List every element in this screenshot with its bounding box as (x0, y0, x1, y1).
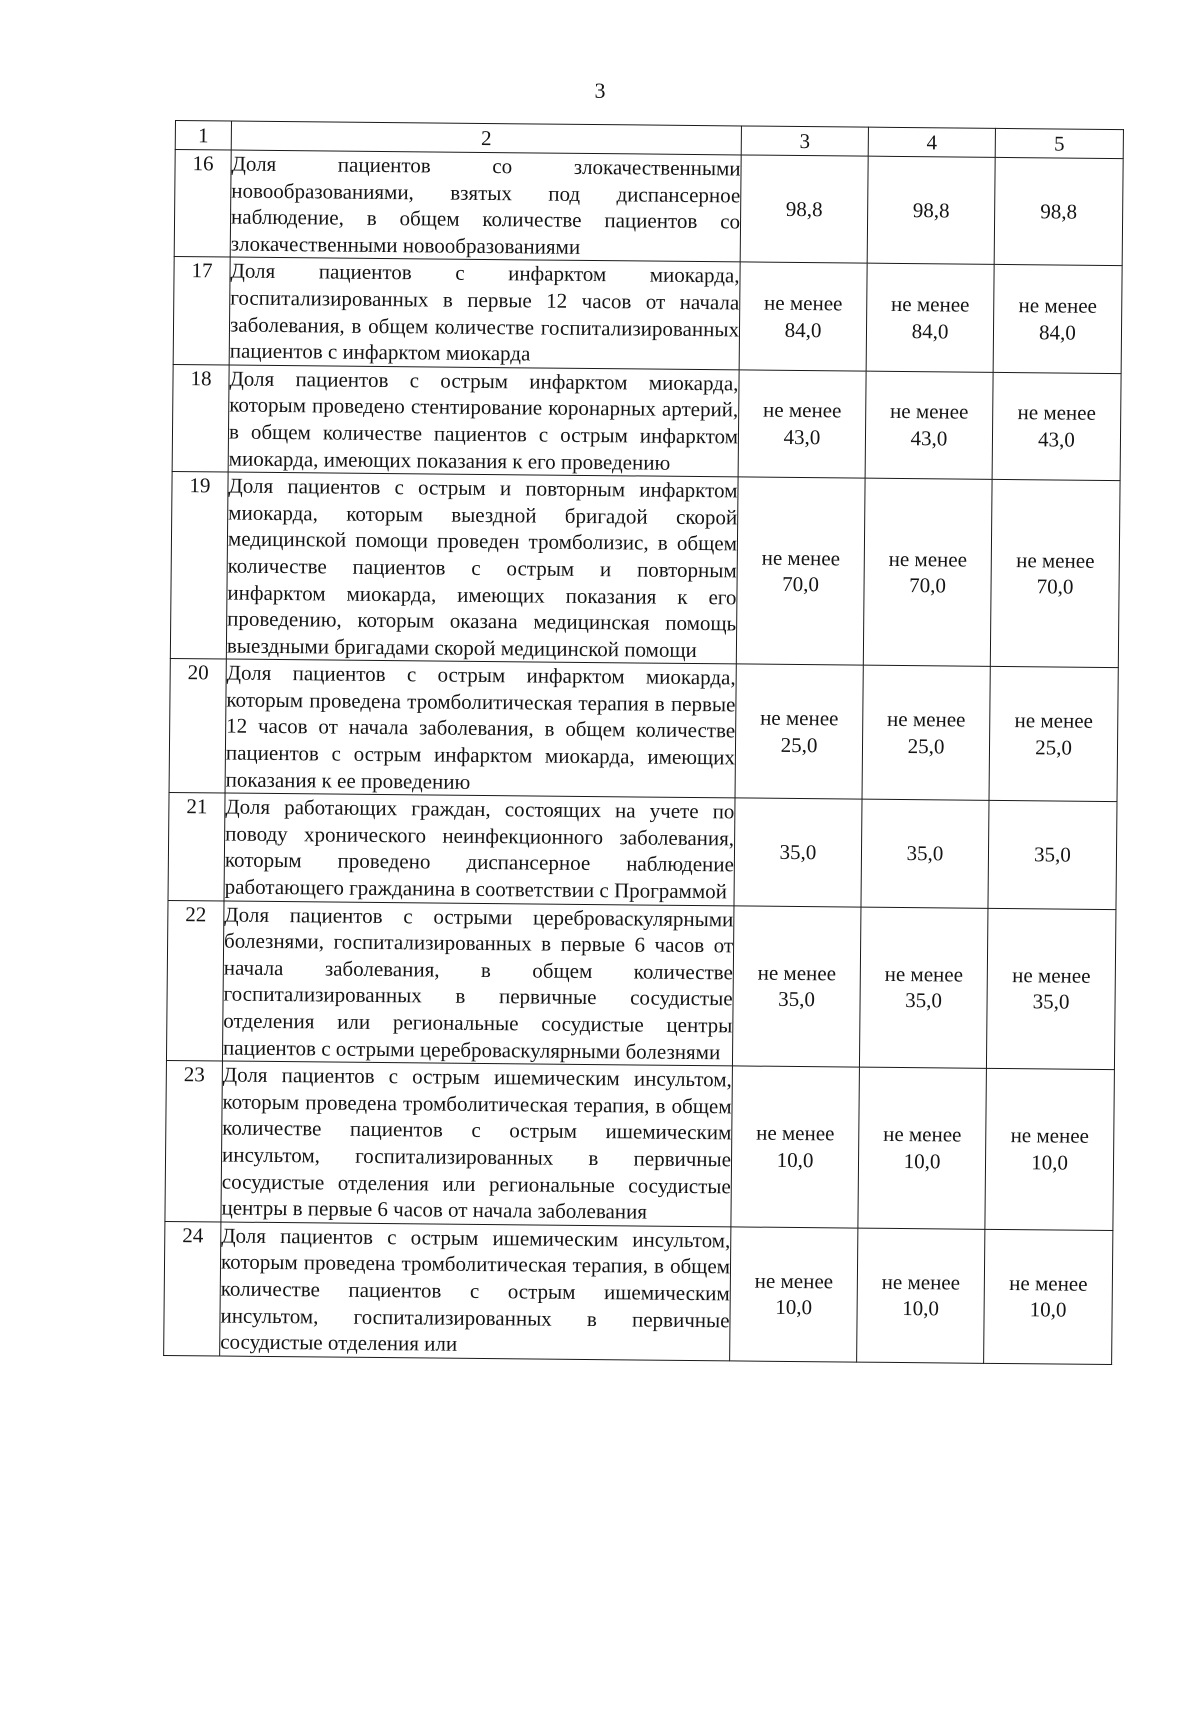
value-cell-c3 (731, 1066, 860, 1228)
value-cell-c4 (866, 264, 994, 373)
value-cell-c4 (861, 799, 989, 908)
row-number-cell: 19 (170, 472, 228, 660)
value-text: 43,0 (1037, 427, 1075, 452)
value-cell-c3 (740, 155, 868, 264)
value-cell-c3 (739, 262, 867, 371)
value-text: не менее (764, 290, 843, 316)
value-text: не менее (1017, 400, 1096, 426)
value-cell-c3 (738, 370, 866, 479)
value-text: 98,8 (912, 197, 950, 223)
value-text: 10,0 (776, 1147, 814, 1173)
row-number-cell: 16 (174, 150, 231, 258)
table-row (166, 900, 1115, 1070)
value-text: 84,0 (784, 317, 822, 342)
value-text: не менее (890, 291, 970, 317)
value-cell-c3 (736, 477, 865, 665)
value-cell-c5 (990, 479, 1120, 667)
table-row (170, 472, 1120, 668)
indicators-table (163, 120, 1124, 1365)
value-cell-c4 (859, 907, 988, 1069)
value-cell-c4 (867, 156, 995, 265)
value-cell-c5 (988, 801, 1117, 910)
value-cell-c3 (734, 798, 862, 907)
value-text: не менее (1016, 547, 1095, 573)
indicator-description-cell: Доля работающих граждан, состоящих на учете по поводу хронического неинфекционного заболевания, которым проведено диспансерное наблюдение работающего гражданина в соответствии с Программой (224, 793, 735, 905)
table-row (165, 1061, 1114, 1231)
table-row (169, 659, 1118, 802)
value-text: 10,0 (1029, 1297, 1067, 1322)
value-text: 10,0 (1031, 1150, 1069, 1175)
value-text: 70,0 (782, 572, 820, 597)
value-text: 10,0 (903, 1149, 941, 1174)
indicator-description-cell: Доля пациентов с острым ишемическим инсультом, которым проведена тромболитическая терапия, в общем количестве пациентов с острым ишемическим инсультом, госпитализированных в первичные сосудистые отделения или (220, 1222, 731, 1361)
value-text: не менее (887, 707, 966, 732)
value-text: 35,0 (905, 988, 943, 1013)
row-number-cell: 23 (165, 1061, 223, 1222)
value-text: не менее (1010, 1123, 1090, 1149)
value-cell-c3 (735, 664, 863, 799)
value-text: 35,0 (778, 987, 816, 1012)
value-text: 98,8 (785, 196, 823, 222)
value-text: не менее (883, 1122, 962, 1147)
value-cell-c5 (994, 157, 1123, 266)
row-number-cell: 17 (173, 257, 230, 365)
column-header: 1 (175, 121, 231, 151)
value-cell-c4 (858, 1067, 987, 1229)
value-text: 10,0 (775, 1295, 813, 1320)
table-row (174, 150, 1123, 266)
value-text: не менее (1014, 708, 1094, 734)
row-number-cell: 22 (166, 900, 224, 1061)
indicator-description-cell: Доля пациентов с острыми цереброваскулярными болезнями, госпитализированных в первые 6 часов от начала заболевания, в общем количестве госпитализированных в первичные сосудистые отделения или региональные сосудистые центры пациентов с острыми цереброваскулярными болезнями (222, 901, 734, 1066)
row-number-cell: 21 (168, 793, 225, 901)
value-text: 43,0 (783, 424, 821, 450)
value-text: не менее (1009, 1270, 1088, 1296)
indicator-description-cell: Доля пациентов со злокачественными новообразованиями, взятых под диспансерное наблюдение, в общем количестве пациентов со злокачественными новообразованиями (230, 150, 741, 262)
value-cell-c4 (863, 478, 992, 666)
value-text: не менее (761, 545, 841, 571)
value-cell-c4 (865, 371, 993, 480)
value-text: не менее (881, 1269, 961, 1295)
value-text: 43,0 (910, 426, 948, 451)
value-text: не менее (889, 399, 969, 424)
indicator-description-cell: Доля пациентов с острым инфарктом миокарда, которым проведена тромболитическая терапия в первые 12 часов от начала заболевания, в общем количестве пациентов с острым инфарктом миокарда, имеющих показания к ее проведению (225, 659, 736, 798)
value-cell-c3 (732, 906, 861, 1068)
value-text: 70,0 (1036, 574, 1074, 599)
table-row (173, 257, 1122, 373)
value-cell-c5 (984, 1229, 1113, 1364)
page-number: 3 (594, 78, 606, 103)
column-header: 2 (231, 121, 741, 155)
indicator-description-cell: Доля пациентов с острым и повторным инфарктом миокарда, которым выездной бригадой скорой медицинской помощи проведен тромболизис, в общем количестве пациентов с острым и повторным инфарктом миокарда, имеющих показания к его проведению, которым оказана медицинская помощь выездными бригадами скорой медицинской помощи (226, 472, 738, 664)
value-cell-c4 (862, 665, 990, 800)
value-text: 25,0 (780, 732, 818, 757)
table-row (168, 793, 1117, 909)
indicator-description-cell: Доля пациентов с инфарктом миокарда, госпитализированных в первые 12 часов от начала заболевания, в общем количестве госпитализированных пациентов с инфарктом миокарда (229, 257, 740, 369)
value-cell-c4 (857, 1228, 985, 1363)
value-text: 35,0 (779, 839, 817, 865)
row-number-cell: 18 (172, 364, 229, 472)
value-text: не менее (756, 1121, 835, 1146)
value-text: 35,0 (1033, 842, 1071, 867)
value-text: не менее (884, 961, 964, 987)
value-text: не менее (757, 960, 837, 986)
value-text: 70,0 (909, 573, 947, 598)
value-cell-c5 (989, 667, 1118, 802)
row-number-cell: 20 (169, 659, 226, 794)
table-row (172, 364, 1121, 480)
value-text: не менее (762, 398, 842, 423)
value-text: 25,0 (907, 733, 945, 759)
value-text: не менее (1018, 293, 1098, 318)
indicator-description-cell: Доля пациентов с острым ишемическим инсультом, которым проведена тромболитическая терапия, в общем количестве пациентов с острым ишемическим инсультом, госпитализированных в первичные сосудистые отделения или региональные сосудистые центры в первые 6 часов от начала заболевания (221, 1061, 733, 1226)
value-text: не менее (760, 705, 839, 731)
value-text: не менее (1012, 962, 1091, 988)
value-text: 10,0 (902, 1296, 940, 1321)
column-header: 4 (868, 127, 995, 157)
value-text: не менее (888, 546, 968, 572)
value-cell-c3 (730, 1227, 858, 1362)
row-number-cell: 24 (164, 1221, 221, 1356)
value-cell-c5 (985, 1069, 1115, 1231)
value-text: 98,8 (1040, 199, 1078, 224)
column-header: 5 (995, 128, 1123, 158)
value-cell-c5 (993, 265, 1122, 374)
table-body (164, 150, 1124, 1365)
value-text: 84,0 (911, 318, 949, 343)
value-text: 35,0 (1032, 989, 1070, 1015)
value-text: 25,0 (1035, 735, 1073, 760)
value-text: 35,0 (906, 841, 944, 866)
indicator-description-cell: Доля пациентов с острым инфарктом миокарда, которым проведено стентирование коронарных артерий, в общем количестве пациентов с острым инфарктом миокарда, имеющих показания к его проведению (228, 365, 739, 477)
value-cell-c5 (992, 372, 1121, 481)
value-cell-c5 (986, 908, 1116, 1070)
value-text: 84,0 (1039, 319, 1076, 345)
value-text: не менее (754, 1268, 834, 1294)
column-header: 3 (741, 126, 868, 156)
table-row (164, 1221, 1113, 1364)
